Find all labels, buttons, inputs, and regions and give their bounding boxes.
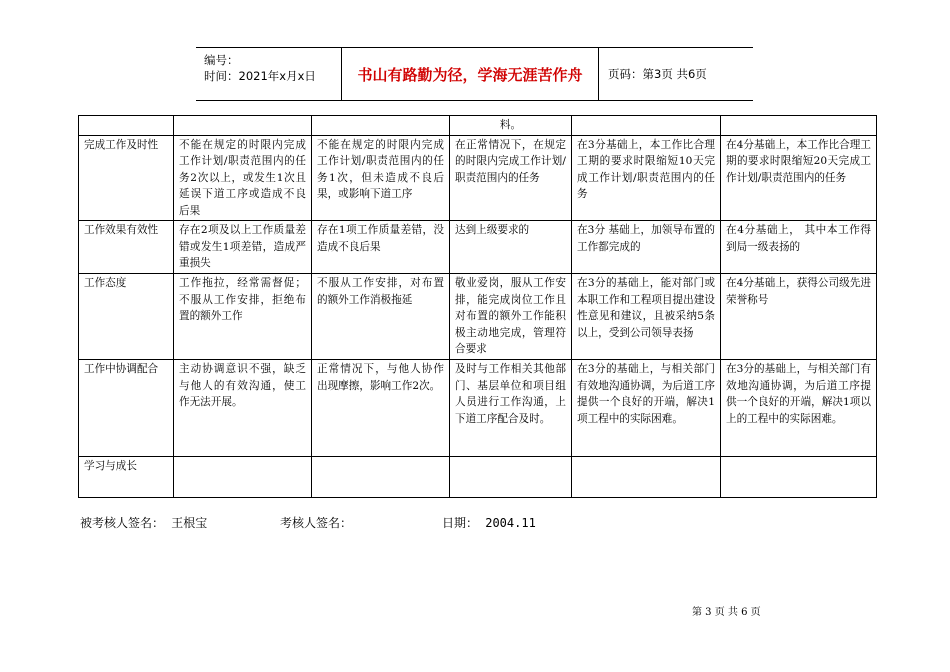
table-cell: 工作拖拉，经常需督促；不服从工作安排，拒绝布置的额外工作 (174, 274, 312, 360)
table-row (79, 116, 877, 136)
table-cell: 主动协调意识不强，缺乏与他人的有效沟通，使工作无法开展。 (174, 360, 312, 457)
table-cell: 在3分的基础上，与相关部门有效地沟通协调，为后道工序提供一个良好的开端，解决1项工程中的实际困难。 (572, 360, 721, 457)
row-label: 工作中协调配合 (79, 360, 174, 457)
table-cell: 在3分 基础上，加领导布置的工作都完成的 (572, 221, 721, 274)
header-motto: 书山有路勤为径，学海无涯苦作舟 (357, 65, 583, 84)
table-cell: 存在2项及以上工作质量差错或发生1项差错，造成严重损失 (174, 221, 312, 274)
table-cell: 在3分的基础上，与相关部门有效地沟通协调，为后道工序提供一个良好的开端，解决1项以上的工程中的实际困难。 (721, 360, 877, 457)
table-cell (174, 457, 312, 498)
header-page-label: 页码：第3页 共6页 (608, 67, 707, 81)
table-cell (721, 457, 877, 498)
table-cell: 在4分基础上，获得公司级先进荣誉称号 (721, 274, 877, 360)
table-cell (450, 457, 572, 498)
table-cell (721, 116, 877, 136)
page-number: 第 3 页 共 6 页 (692, 607, 761, 618)
header-meta (204, 52, 346, 84)
serial-label: 编号： (204, 53, 239, 67)
table-cell: 料。 (450, 116, 572, 136)
table-cell: 不服从工作安排，对布置的额外工作消极拖延 (312, 274, 450, 360)
table-row (79, 274, 877, 360)
table-cell: 在3分基础上，本工作比合理工期的要求时限缩短10天完成工作计划/职责范围内的任务 (572, 135, 721, 221)
page-header (196, 47, 753, 101)
table-cell (79, 116, 174, 136)
signature-date: 日期： 2004.11 (442, 516, 536, 530)
table-cell (312, 457, 450, 498)
assessee-signature: 被考核人签名： 王根宝 (80, 516, 208, 530)
table-cell (572, 457, 721, 498)
table-cell (312, 116, 450, 136)
table-cell: 存在1项工作质量差错，没造成不良后果 (312, 221, 450, 274)
table-cell: 及时与工作相关其他部门、基层单位和项目组人员进行工作沟通，上下道工序配合及时。 (450, 360, 572, 457)
row-label: 工作态度 (79, 274, 174, 360)
table-cell: 敬业爱岗，服从工作安排，能完成岗位工作且对布置的额外工作能积极主动地完成，管理符合要求 (450, 274, 572, 360)
table-cell: 在4分基础上， 其中本工作得到局一级表扬的 (721, 221, 877, 274)
row-label: 学习与成长 (79, 457, 174, 498)
table-cell: 在正常情况下，在规定的时限内完成工作计划/职责范围内的任务 (450, 135, 572, 221)
table-cell: 不能在规定的时限内完成工作计划/职责范围内的任务1次，但未造成不良后果，或影响下道工序 (312, 135, 450, 221)
time-label: 时间：2021年x月x日 (204, 69, 316, 83)
table-cell: 达到上级要求的 (450, 221, 572, 274)
table-row (79, 135, 877, 221)
assessor-signature: 考核人签名： (280, 516, 353, 530)
table-row (79, 360, 877, 457)
table-cell: 正常情况下，与他人协作出现摩擦，影响工作2次。 (312, 360, 450, 457)
table-cell (174, 116, 312, 136)
table-cell (572, 116, 721, 136)
table-cell: 在3分的基础上，能对部门或本职工作和工程项目提出建设性意见和建议，且被采纳5条以上，受到公司领导表扬 (572, 274, 721, 360)
row-label: 完成工作及时性 (79, 135, 174, 221)
table-cell: 不能在规定的时限内完成工作计划/职责范围内的任务2次以上，或发生1次且延误下道工序或造成不良后果 (174, 135, 312, 221)
table-row (79, 221, 877, 274)
table-cell: 在4分基础上，本工作比合理工期的要求时限缩短20天完成工作计划/职责范围内的任务 (721, 135, 877, 221)
row-label: 工作效果有效性 (79, 221, 174, 274)
assessment-table (78, 115, 877, 498)
table-row (79, 457, 877, 498)
header-divider (598, 48, 599, 100)
